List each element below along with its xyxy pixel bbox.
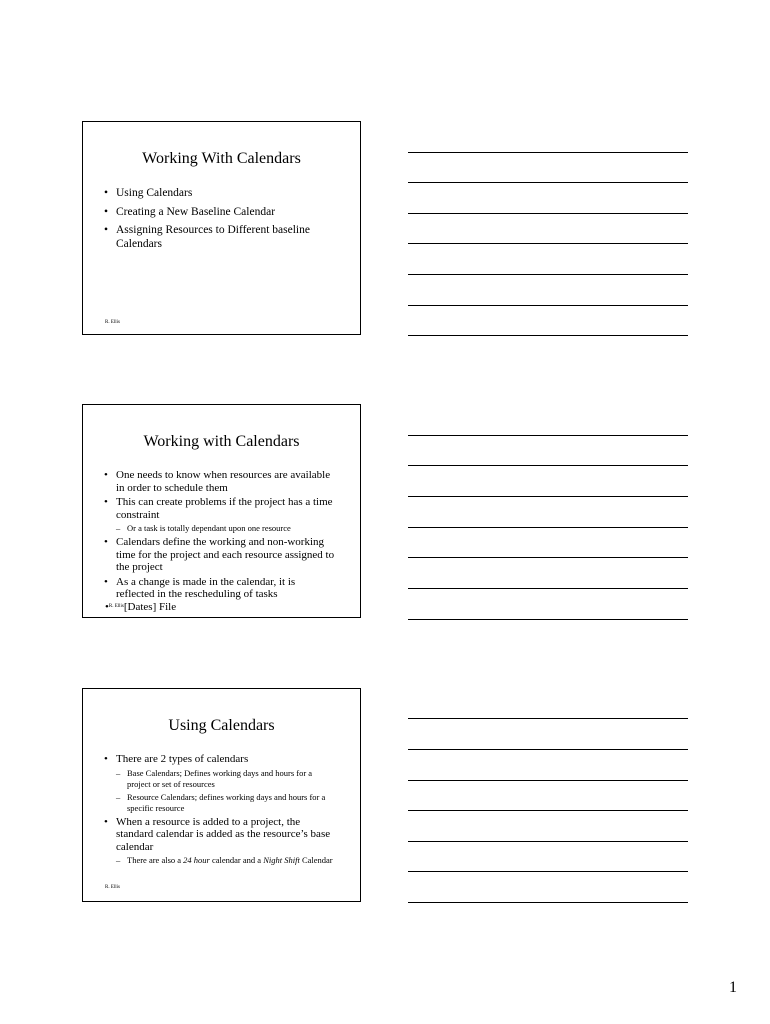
note-line <box>408 588 688 589</box>
note-line <box>408 182 688 183</box>
bullet-item: • One needs to know when resources are available in order to schedule them <box>103 469 336 494</box>
note-line <box>408 902 688 903</box>
bullet-list <box>103 753 336 868</box>
italic-text: Night Shift <box>263 855 300 865</box>
sub-bullet-item <box>103 855 336 866</box>
bullet-item: [Dates] File <box>123 601 177 613</box>
text-run: There are also a <box>127 855 182 865</box>
note-line <box>408 841 688 842</box>
note-line <box>408 780 688 781</box>
slide-footer: R. Ellis <box>105 885 121 890</box>
note-line <box>408 435 688 436</box>
slide-title: Working With Calendars <box>142 150 301 167</box>
bullet-item: • As a change is made in the calendar, it is reflected in the rescheduling of tasks <box>103 576 336 601</box>
overlapping-footer-line <box>105 601 176 613</box>
note-line <box>408 335 688 336</box>
slide-title: Using Calendars <box>168 717 275 734</box>
slide-1 <box>82 121 361 335</box>
note-line <box>408 619 688 620</box>
slide-2 <box>82 404 361 618</box>
bullet-glyph: • <box>105 601 109 613</box>
sub-bullet-item: – Base Calendars; Defines working days and hours for a project or set of resources <box>103 768 336 790</box>
note-line <box>408 305 688 306</box>
text-run: calendar and a <box>211 855 262 865</box>
note-line <box>408 274 688 275</box>
bullet-item: • Using Calendars <box>103 187 336 201</box>
sub-bullet-item: – Resource Calendars; defines working days and hours for a specific resource <box>103 792 336 814</box>
note-line <box>408 871 688 872</box>
note-line <box>408 243 688 244</box>
sub-bullet-item: – Or a task is totally dependant upon one resource <box>103 523 336 534</box>
note-line <box>408 527 688 528</box>
bullet-item: • Creating a New Baseline Calendar <box>103 206 336 220</box>
bullet-list <box>103 187 336 256</box>
bullet-list <box>103 469 336 603</box>
bullet-item: • There are 2 types of calendars <box>103 753 336 766</box>
note-line <box>408 810 688 811</box>
slide-footer: R. Ellis <box>105 320 121 325</box>
slide-footer: R. Ellis <box>108 604 124 609</box>
note-line <box>408 496 688 497</box>
note-line <box>408 465 688 466</box>
page-number: 1 <box>729 979 737 996</box>
text-run: Calendar <box>301 855 333 865</box>
note-line <box>408 213 688 214</box>
bullet-item: • Calendars define the working and non-working time for the project and each resource assigned to the project <box>103 536 336 574</box>
bullet-item: • When a resource is added to a project, the standard calendar is added as the resource’s base calendar <box>103 816 336 854</box>
note-line <box>408 749 688 750</box>
bullet-item: • This can create problems if the project has a time constraint <box>103 496 336 521</box>
slide-3 <box>82 688 361 902</box>
note-line <box>408 152 688 153</box>
note-line <box>408 718 688 719</box>
italic-text: 24 hour <box>183 855 210 865</box>
slide-title: Working with Calendars <box>143 433 300 450</box>
note-line <box>408 557 688 558</box>
bullet-item: • Assigning Resources to Different baseline Calendars <box>103 224 336 251</box>
